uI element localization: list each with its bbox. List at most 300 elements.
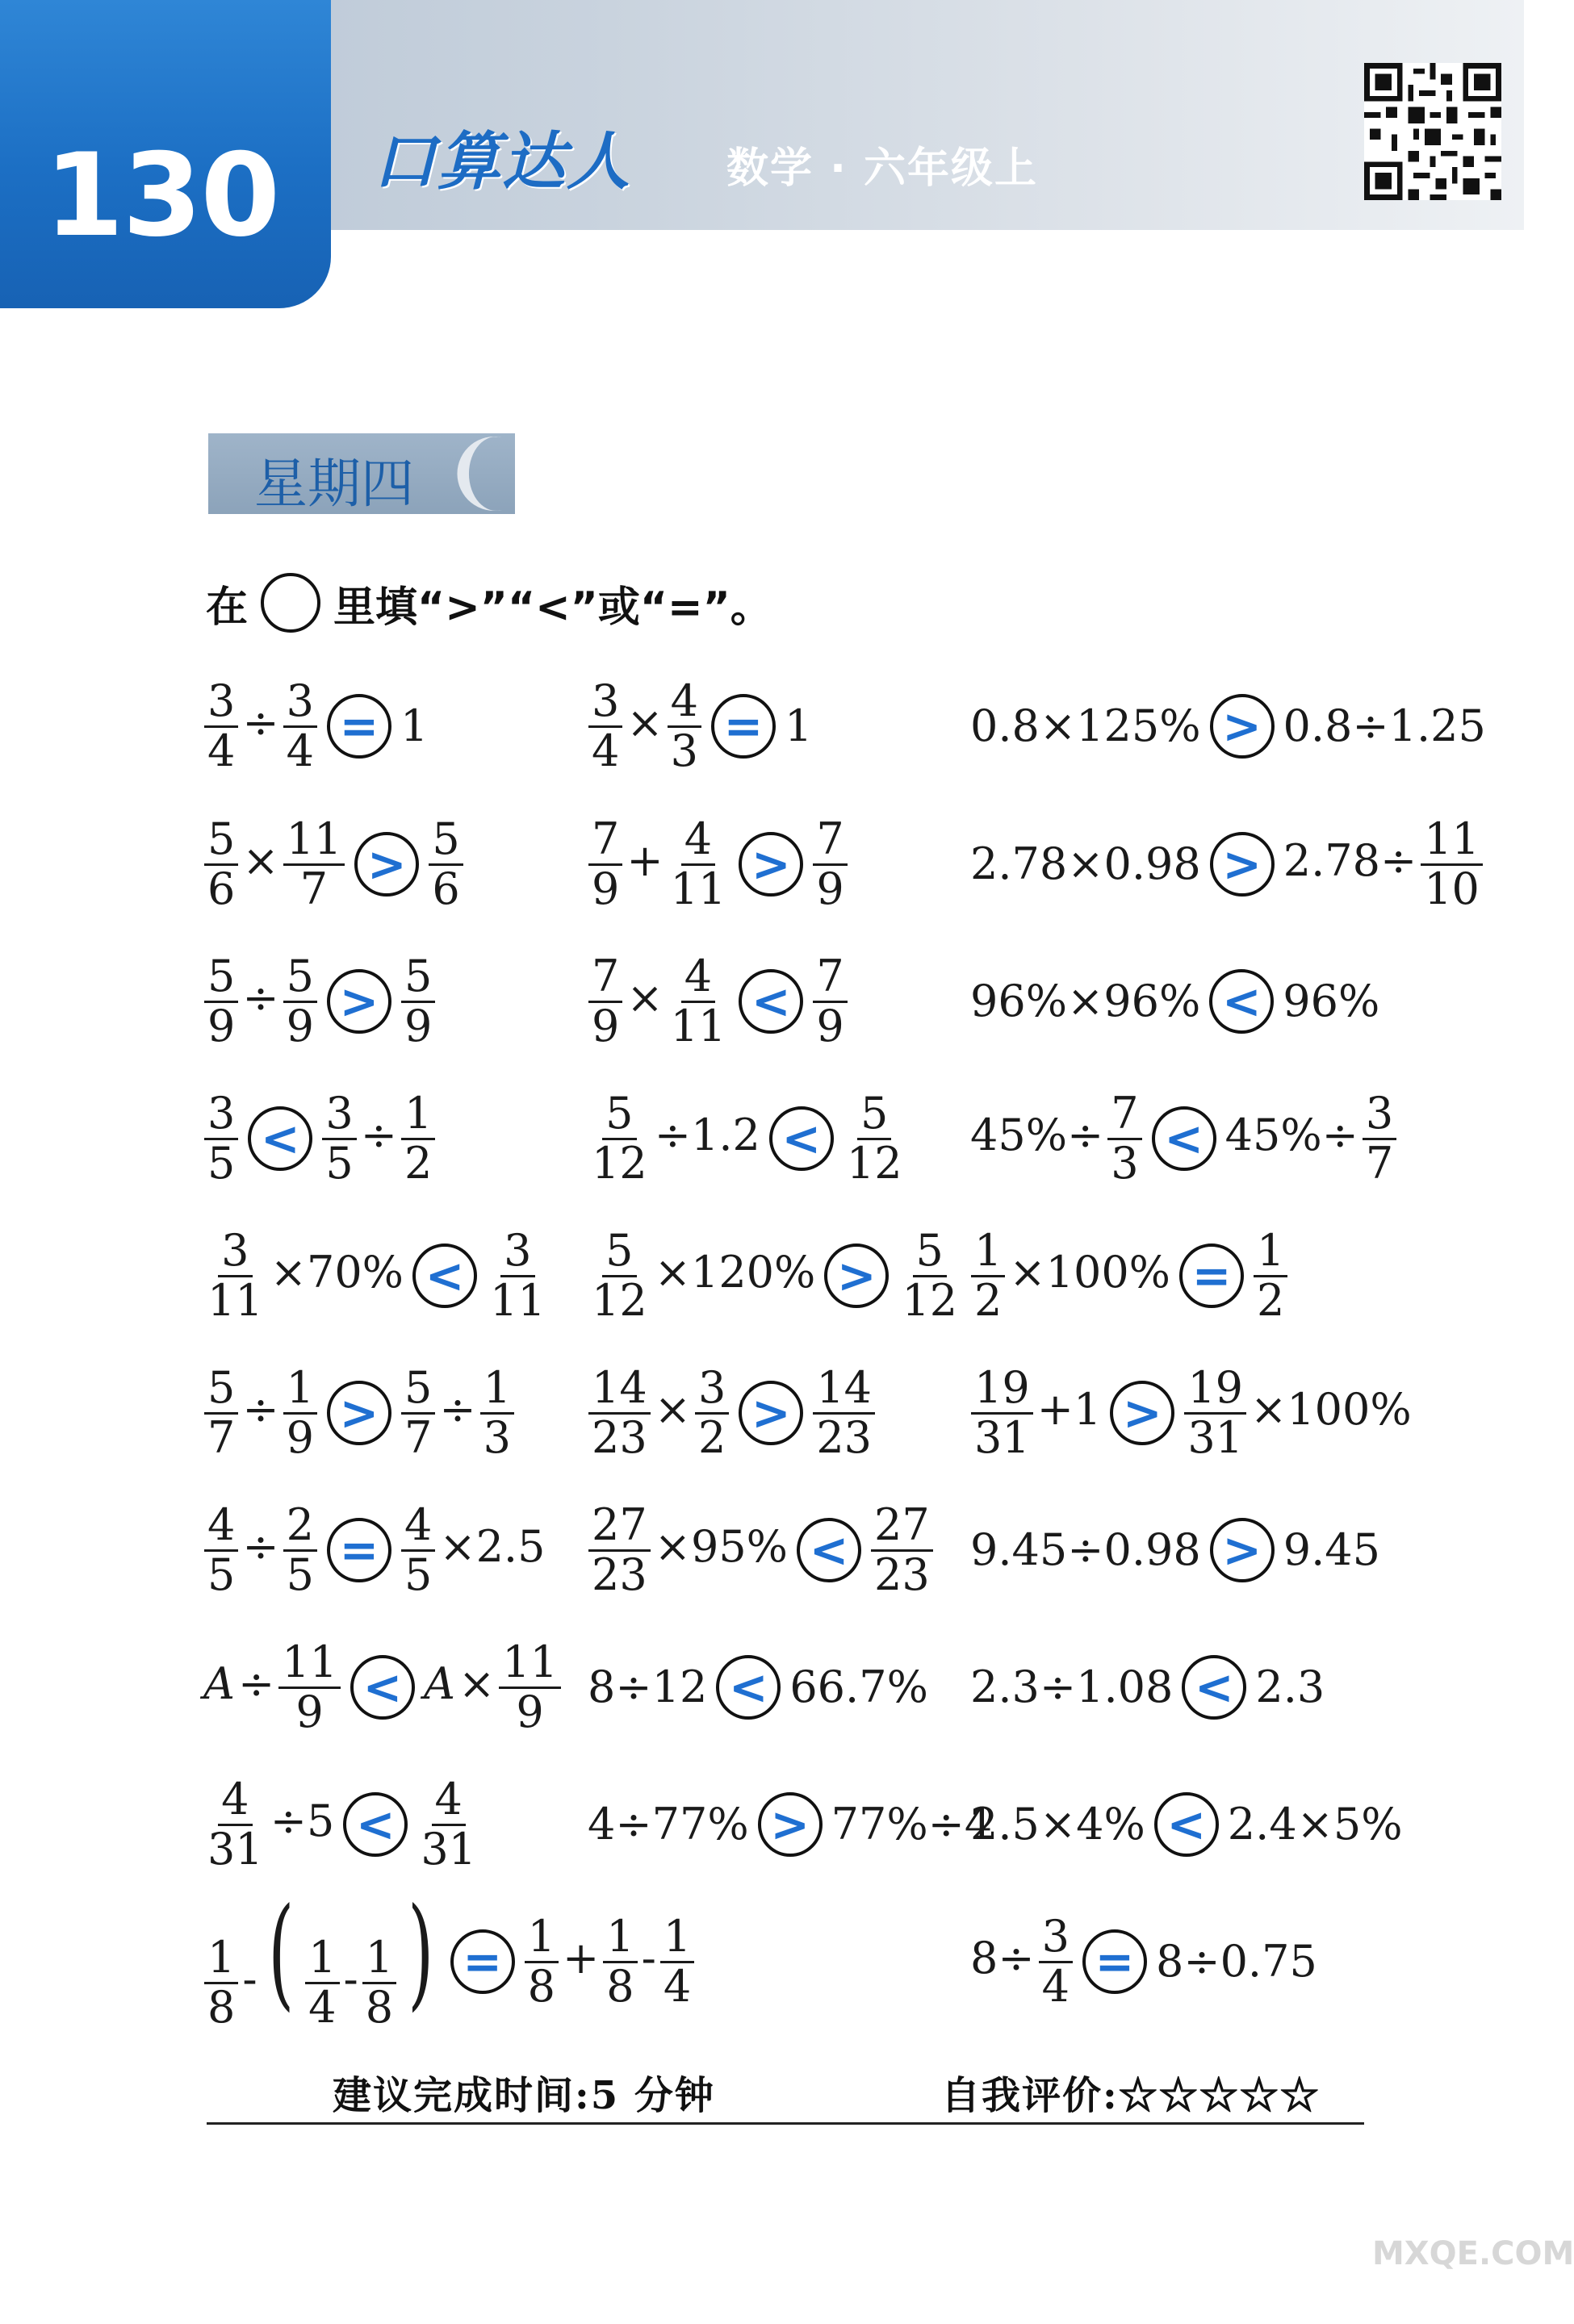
expression-text: ÷ (242, 697, 279, 748)
denominator: 2 (974, 1274, 1003, 1326)
comparison-problem (202, 1356, 517, 1469)
fraction (871, 1499, 933, 1600)
numerator: 1 (204, 1934, 238, 1983)
left-expression (586, 1499, 789, 1600)
fraction (362, 1934, 396, 2031)
numerator: 19 (1184, 1365, 1246, 1414)
day-label: 星期四 (254, 453, 414, 515)
comparison-answer: < (797, 1518, 861, 1582)
comparison-answer: > (354, 832, 419, 897)
denominator: 8 (207, 1981, 236, 2033)
numerator: 3 (283, 678, 317, 727)
denominator: 5 (207, 1137, 236, 1189)
denominator: 9 (404, 1000, 433, 1051)
left-expression (586, 1362, 731, 1463)
comparison-problem (202, 670, 429, 783)
fraction (660, 1913, 694, 2010)
fraction (588, 1227, 651, 1324)
subject-grade: 数学 · 六年级上 (726, 144, 1038, 193)
fraction (278, 1636, 341, 1737)
parenthesis: ( (267, 1883, 294, 2024)
right-expression (422, 1636, 563, 1737)
fraction (283, 675, 317, 776)
expression-text: 2.3 (1255, 1661, 1325, 1712)
comparison-problem (586, 670, 814, 783)
comparison-answer: < (350, 1655, 415, 1720)
fraction (588, 1499, 651, 1600)
right-expression (1281, 976, 1381, 1026)
denominator: 4 (207, 725, 236, 776)
expression-text: × (242, 835, 279, 886)
expression-text: 2.78÷ (1283, 835, 1417, 886)
comparison-answer: < (1154, 1792, 1219, 1857)
numerator: 3 (1039, 1913, 1073, 1962)
expression-text: ×100% (1250, 1384, 1412, 1435)
fraction (401, 1090, 435, 1187)
comparison-answer: > (824, 1244, 889, 1308)
expression-text: - (242, 1954, 257, 2005)
fraction (283, 1362, 317, 1463)
comparison-problem (586, 1219, 963, 1332)
denominator: 9 (592, 863, 620, 914)
fraction (204, 1776, 266, 1873)
denominator: 23 (592, 1411, 647, 1463)
comparison-problem (586, 1494, 936, 1607)
comparison-problem (969, 1356, 1413, 1469)
denominator: 5 (404, 1549, 433, 1600)
comparison-answer: < (248, 1106, 312, 1171)
left-expression (969, 1090, 1145, 1187)
fraction (204, 1227, 266, 1324)
fraction (401, 1362, 435, 1463)
numerator: 3 (322, 1090, 356, 1139)
expression-text: × (458, 1658, 496, 1709)
fraction (204, 1934, 238, 2031)
fraction (588, 813, 622, 914)
denominator: 3 (670, 725, 698, 776)
denominator: 23 (874, 1549, 930, 1600)
expression-text: +1 (1036, 1384, 1102, 1435)
comparison-problem (586, 1082, 908, 1195)
comparison-answer: < (343, 1792, 408, 1857)
denominator: 7 (207, 1411, 236, 1463)
numerator: 7 (1107, 1090, 1141, 1139)
expression-text: ×70% (270, 1247, 404, 1298)
denominator: 6 (432, 863, 460, 914)
right-expression (810, 813, 849, 914)
fraction (588, 1362, 651, 1463)
fraction (898, 1227, 961, 1324)
numerator: 1 (525, 1913, 559, 1962)
comparison-answer: > (1210, 832, 1275, 897)
left-expression (969, 1227, 1172, 1324)
comparison-problem (202, 808, 466, 921)
numerator: 27 (871, 1502, 933, 1551)
right-expression (810, 1362, 877, 1463)
numerator: 5 (857, 1090, 891, 1139)
left-expression (202, 1090, 241, 1187)
left-expression (202, 1499, 320, 1600)
numerator: 3 (500, 1227, 534, 1277)
expression-text: ÷ (242, 972, 279, 1023)
comparison-answer: < (769, 1106, 834, 1171)
left-expression (969, 1524, 1203, 1575)
right-expression (484, 1227, 551, 1324)
numerator: 1 (603, 1913, 637, 1962)
comparison-answer: > (327, 969, 391, 1034)
expression-text: 0.8÷1.25 (1283, 700, 1486, 751)
numerator: 7 (588, 953, 622, 1002)
left-expression (202, 953, 320, 1050)
denominator: 4 (592, 725, 620, 776)
comparison-answer: = (327, 1518, 391, 1582)
comparison-answer: = (711, 694, 776, 759)
numerator: 1 (480, 1365, 514, 1414)
expression-text: ÷ (360, 1110, 397, 1160)
denominator: 7 (1365, 1137, 1394, 1189)
denominator: 6 (207, 863, 236, 914)
denominator: 9 (816, 1000, 844, 1051)
left-expression (969, 1661, 1174, 1712)
left-expression (586, 1090, 762, 1187)
numerator: 3 (588, 678, 622, 727)
numerator: 11 (278, 1639, 341, 1688)
expression-text: - (641, 1933, 656, 1983)
expression-text: 96% (1283, 976, 1380, 1026)
left-expression (586, 813, 731, 914)
numerator: 1 (660, 1913, 694, 1962)
comparison-problem (202, 1082, 437, 1195)
watermark: MXQE.COM (1372, 2235, 1574, 2272)
numerator: 5 (204, 1365, 238, 1414)
expression-text: 2.4×5% (1227, 1799, 1403, 1850)
comparison-answer: < (412, 1244, 477, 1308)
fraction (283, 953, 317, 1050)
expression-text: 8÷0.75 (1155, 1936, 1317, 1987)
comparison-problem (969, 945, 1381, 1058)
comparison-problem (586, 1768, 994, 1881)
comparison-answer: = (1082, 1929, 1147, 1994)
numerator: 14 (588, 1365, 651, 1414)
comparison-answer: < (1152, 1106, 1216, 1171)
left-expression (202, 1227, 405, 1324)
denominator: 9 (207, 1000, 236, 1051)
denominator: 4 (663, 1960, 692, 2012)
left-expression (202, 1636, 343, 1737)
comparison-answer: > (1210, 694, 1275, 759)
left-expression (202, 813, 347, 914)
denominator: 2 (404, 1137, 433, 1189)
denominator: 7 (299, 863, 329, 914)
comparison-problem (586, 1356, 877, 1469)
left-expression (969, 976, 1202, 1026)
fraction (668, 675, 701, 776)
fraction (204, 953, 238, 1050)
numerator: 19 (971, 1365, 1033, 1414)
numerator: 5 (204, 816, 238, 865)
left-expression (969, 1799, 1147, 1850)
comparison-problem (202, 945, 437, 1058)
left-expression (202, 1776, 336, 1873)
denominator: 31 (207, 1823, 263, 1875)
denominator: 4 (286, 725, 314, 776)
expression-text: ×100% (1009, 1247, 1170, 1298)
denominator: 9 (592, 1000, 620, 1051)
denominator: 9 (286, 1000, 314, 1051)
comparison-problem (969, 1768, 1404, 1881)
denominator: 9 (286, 1411, 314, 1463)
fraction (417, 1776, 479, 1873)
numerator: 11 (499, 1639, 561, 1688)
denominator: 31 (421, 1823, 477, 1875)
comparison-problem (586, 1631, 930, 1744)
fraction (603, 1913, 637, 2010)
comparison-answer: > (758, 1792, 823, 1857)
comparison-answer: < (716, 1655, 781, 1720)
left-expression (969, 700, 1203, 751)
right-expression (841, 1090, 908, 1187)
comparison-answer: > (327, 1381, 391, 1445)
fraction (204, 1499, 238, 1600)
left-expression (202, 1883, 443, 2033)
expression-text: + (563, 1933, 600, 1983)
numerator: 5 (204, 953, 238, 1002)
fraction (588, 675, 622, 776)
left-expression (969, 1362, 1103, 1463)
numerator: 1 (305, 1934, 339, 1983)
right-expression (1224, 1090, 1400, 1187)
instruction-prefix: 在 (206, 583, 249, 632)
numerator: 1 (401, 1090, 435, 1139)
denominator: 7 (404, 1411, 433, 1463)
denominator: 11 (670, 1000, 726, 1051)
denominator: 3 (483, 1411, 511, 1463)
comparison-problem (586, 945, 850, 1058)
right-expression (1282, 1524, 1382, 1575)
fraction (971, 1227, 1005, 1324)
expression-text: × (626, 972, 664, 1023)
expression-text: ÷1.2 (654, 1110, 760, 1160)
fraction (813, 1362, 875, 1463)
numerator: 5 (429, 816, 463, 865)
fraction (813, 953, 847, 1050)
expression-text: × (626, 697, 664, 748)
expression-text: 4÷77% (588, 1799, 749, 1850)
expression-text: ÷ (242, 1384, 279, 1435)
expression-text: 9.45÷0.98 (970, 1524, 1201, 1575)
comparison-answer: > (739, 1381, 803, 1445)
numerator: 14 (813, 1365, 875, 1414)
numerator: 4 (681, 953, 715, 1002)
denominator: 9 (295, 1686, 324, 1737)
right-expression (399, 1499, 546, 1600)
numerator: 3 (204, 678, 238, 727)
expression-text: 66.7% (789, 1661, 928, 1712)
comparison-problem (969, 1082, 1399, 1195)
fraction (204, 1362, 238, 1463)
right-expression (896, 1227, 963, 1324)
parenthesis: ) (408, 1883, 434, 2024)
denominator: 8 (527, 1960, 555, 2012)
right-expression (783, 700, 814, 751)
right-expression (1282, 700, 1488, 751)
denominator: 12 (592, 1274, 647, 1326)
instruction-text: 里填“>”“<”或“=”。 (333, 583, 772, 632)
fraction (487, 1227, 549, 1324)
comparison-problem (586, 808, 850, 921)
denominator: 9 (816, 863, 844, 914)
left-expression (969, 838, 1203, 889)
expression-text: 1 (784, 700, 813, 751)
fraction (1363, 1090, 1396, 1187)
fraction (283, 1499, 317, 1600)
fraction (813, 813, 847, 914)
expression-text: ÷ (439, 1384, 476, 1435)
blank-circle-icon (261, 573, 320, 633)
right-expression (320, 1090, 437, 1187)
expression-text: 2.3÷1.08 (970, 1661, 1174, 1712)
fraction (204, 675, 238, 776)
comparison-answer: < (1182, 1655, 1246, 1720)
fraction (971, 1362, 1033, 1463)
right-expression (1226, 1799, 1404, 1850)
numerator: 4 (204, 1502, 238, 1551)
denominator: 4 (308, 1981, 337, 2033)
numerator: 5 (283, 953, 317, 1002)
denominator: 23 (592, 1549, 647, 1600)
brand-title: 口算达人 (373, 126, 632, 199)
numerator: 4 (218, 1776, 252, 1825)
right-expression (1154, 1936, 1319, 1987)
fraction (1039, 1913, 1073, 2010)
denominator: 9 (516, 1686, 544, 1737)
denominator: 4 (1041, 1960, 1070, 2012)
fraction (1184, 1362, 1246, 1463)
right-expression (522, 1913, 697, 2010)
fraction (322, 1090, 356, 1187)
variable: A (203, 1658, 235, 1709)
footer-divider (207, 2122, 1364, 2125)
fraction (1107, 1090, 1141, 1187)
left-expression (586, 1799, 751, 1850)
denominator: 23 (816, 1411, 873, 1463)
page-number: 130 (44, 129, 279, 262)
numerator: 4 (432, 1776, 466, 1825)
crescent-icon (460, 433, 517, 515)
right-expression (1182, 1362, 1413, 1463)
denominator: 31 (974, 1411, 1030, 1463)
fraction (1254, 1227, 1287, 1324)
fraction (283, 813, 345, 914)
numerator: 11 (283, 816, 345, 865)
numerator: 3 (1363, 1090, 1396, 1139)
denominator: 8 (365, 1981, 394, 2033)
expression-text: ÷ (238, 1658, 275, 1709)
numerator: 1 (283, 1365, 317, 1414)
numerator: 4 (668, 678, 701, 727)
comparison-answer: = (327, 694, 391, 759)
denominator: 12 (902, 1274, 958, 1326)
fraction (525, 1913, 559, 2010)
self-evaluation: 自我评价:☆☆☆☆☆ (941, 2073, 1321, 2118)
numerator: 3 (695, 1365, 729, 1414)
expression-text: × (654, 1384, 691, 1435)
expression-text: 9.45 (1283, 1524, 1380, 1575)
right-expression (1254, 1661, 1326, 1712)
numerator: 2 (283, 1502, 317, 1551)
expression-text: 96%×96% (970, 976, 1201, 1026)
right-expression (415, 1776, 482, 1873)
qr-code-icon (1364, 63, 1501, 200)
comparison-problem (969, 808, 1485, 921)
fraction (305, 1934, 339, 2031)
fraction (429, 813, 463, 914)
comparison-answer: > (1110, 1381, 1174, 1445)
numerator: 4 (681, 816, 715, 865)
comparison-problem (969, 670, 1488, 783)
expression-text: ×95% (654, 1521, 788, 1572)
denominator: 10 (1424, 863, 1480, 914)
numerator: 5 (602, 1090, 636, 1139)
denominator: 11 (207, 1274, 263, 1326)
expression-text: - (343, 1954, 358, 2005)
right-expression (810, 953, 849, 1050)
numerator: 11 (1421, 816, 1483, 865)
fraction (668, 953, 730, 1050)
fraction (1421, 813, 1483, 914)
comparison-problem (202, 1219, 551, 1332)
expression-text: 1 (400, 700, 429, 751)
left-expression (586, 1227, 817, 1324)
comparison-answer: < (1209, 969, 1274, 1034)
fraction (695, 1362, 729, 1463)
left-expression (586, 1661, 709, 1712)
comparison-problem (969, 1631, 1326, 1744)
comparison-answer: > (739, 832, 803, 897)
expression-text: 2.5×4% (970, 1799, 1145, 1850)
comparison-problem (969, 1494, 1382, 1607)
comparison-answer: = (450, 1929, 515, 1994)
comparison-answer: > (1210, 1518, 1275, 1582)
right-expression (869, 1499, 936, 1600)
right-expression (788, 1661, 930, 1712)
comparison-problem (202, 1631, 563, 1744)
numerator: 5 (401, 953, 435, 1002)
fraction (401, 1499, 435, 1600)
denominator: 5 (325, 1137, 354, 1189)
expression-text: ÷ (242, 1521, 279, 1572)
left-expression (202, 675, 320, 776)
numerator: 1 (362, 1934, 396, 1983)
denominator: 3 (1111, 1137, 1139, 1189)
denominator: 12 (846, 1137, 902, 1189)
fraction (844, 1090, 906, 1187)
right-expression (1251, 1227, 1290, 1324)
denominator: 5 (207, 1549, 236, 1600)
variable: A (423, 1658, 455, 1709)
fraction (588, 953, 622, 1050)
fraction (668, 813, 730, 914)
denominator: 31 (1187, 1411, 1244, 1463)
left-expression (586, 953, 731, 1050)
numerator: 3 (204, 1090, 238, 1139)
numerator: 1 (971, 1227, 1005, 1277)
comparison-problem (202, 1768, 482, 1881)
expression-text: 77%÷4 (831, 1799, 993, 1850)
expression-text: ×2.5 (439, 1521, 546, 1572)
denominator: 2 (697, 1411, 726, 1463)
expression-text: 2.78×0.98 (970, 838, 1201, 889)
